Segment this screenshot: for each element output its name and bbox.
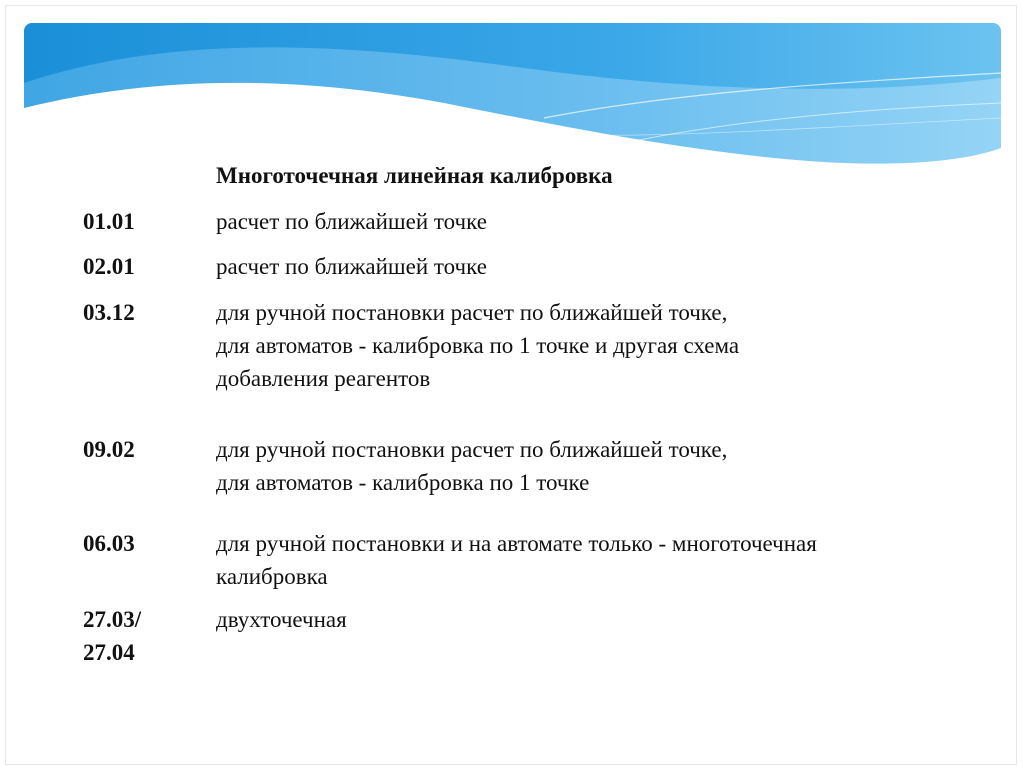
row-description (216, 603, 996, 636)
row-description (216, 205, 996, 238)
description-line: для ручной постановки расчет по ближайшей точке, (216, 300, 728, 325)
code-line: 27.04 (83, 640, 135, 665)
row-code: 02.01 (83, 254, 135, 279)
description-line: для ручной постановки и на автомате только - многоточечная (216, 531, 817, 556)
description-line: расчет по ближайшей точке (216, 209, 487, 234)
slide-title: Многоточечная линейная калибровка (216, 163, 613, 188)
row-description (216, 527, 996, 593)
row-description (216, 296, 996, 395)
code-line: 27.03/ (83, 607, 142, 632)
description-line: калибровка (216, 564, 328, 589)
row-code: 06.03 (83, 531, 135, 556)
wave-decoration (24, 23, 1001, 183)
description-line: для автоматов - калибровка по 1 точке и другая схема (216, 333, 740, 358)
row-code: 03.12 (83, 300, 135, 325)
description-line: расчет по ближайшей точке (216, 254, 487, 279)
header-banner (24, 23, 1001, 183)
description-line: добавления реагентов (216, 366, 431, 391)
row-code: 09.02 (83, 437, 135, 462)
row-description (216, 250, 996, 283)
row-code: 01.01 (83, 209, 135, 234)
description-line: двухточечная (216, 607, 347, 632)
row-description (216, 433, 996, 499)
description-line: для ручной постановки расчет по ближайшей точке, (216, 437, 728, 462)
row-code (83, 603, 203, 669)
description-line: для автоматов - калибровка по 1 точке (216, 470, 590, 495)
